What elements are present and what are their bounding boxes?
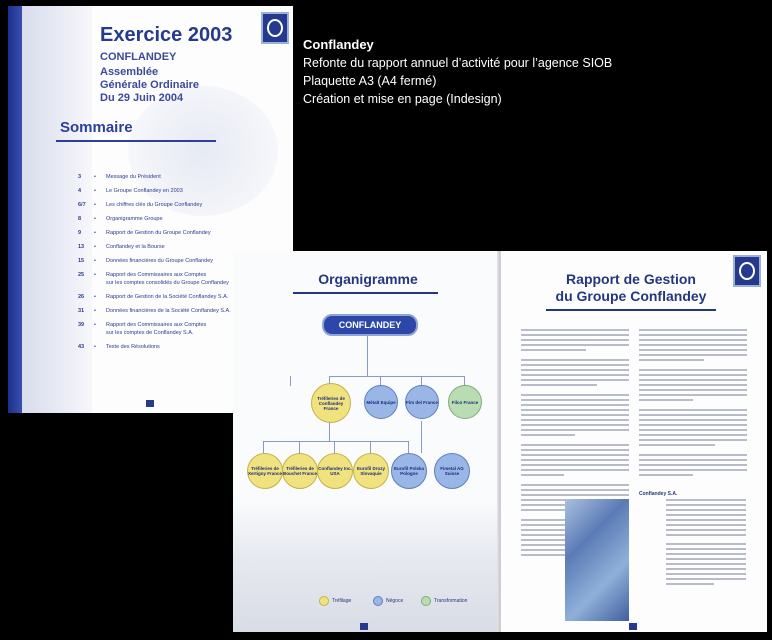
organigramme-page: [233, 251, 499, 632]
toc-row: sur les comptes consolidés du Groupe Conflandey: [106, 280, 229, 286]
toc-row: 26 • Rapport de Gestion de la Société Conflandey S.A.: [78, 294, 229, 300]
cover-spine: [8, 6, 22, 413]
toc-row: 6/7 • Les chiffres clés du Groupe Conflandey: [78, 202, 203, 208]
legend-dot: [319, 596, 329, 606]
sommaire-rule: [56, 140, 216, 142]
caption-title: Conflandey: [303, 37, 374, 52]
conflandey-logo-icon: [733, 255, 761, 287]
connector: [367, 334, 368, 376]
node-trefileries-bouchet: Tréfileries de Bouchet France: [282, 453, 318, 489]
wire-photo: [565, 499, 629, 621]
page-number-marker: [146, 400, 154, 407]
connector: [329, 421, 330, 441]
page-number-marker: [360, 623, 368, 630]
project-caption: [303, 36, 612, 108]
title-rule: [293, 292, 438, 294]
connector: [263, 441, 408, 442]
caption-line3: Création et mise en page (Indesign): [303, 92, 502, 106]
report-spread: [233, 251, 767, 632]
node-eurofil-pologne: Eurofil Polska Pologne: [391, 453, 427, 489]
node-fimetal: Fim del France: [405, 385, 439, 419]
caption-line1: Refonte du rapport annuel d’activité pour l’agence SIOB: [303, 56, 613, 70]
toc-row: 13 • Conflandey et la Bourse: [78, 244, 165, 250]
rapport-page: [501, 251, 767, 632]
conflandey-logo-icon: [261, 12, 289, 44]
toc-row: 31 • Données financières de la Société Conflandey S.A.: [78, 308, 231, 314]
rapport-title-line2: du Groupe Conflandey: [555, 288, 707, 304]
legend-trefilage: Tréfilage: [319, 596, 351, 606]
toc-row: 43 • Texte des Résolutions: [78, 344, 160, 350]
sommaire-title: Sommaire: [60, 119, 133, 136]
node-trefileries-france: Tréfileries de Conflandey France: [311, 383, 351, 423]
connector: [299, 441, 300, 453]
toc-row: 3 • Message du Président: [78, 174, 161, 180]
legend-negoce: Négoce: [373, 596, 403, 606]
cover-line1: Assemblée: [100, 66, 159, 78]
cover-title: Exercice 2003: [100, 24, 233, 46]
toc-row: sur les comptes de Conflandey S.A.: [106, 330, 194, 336]
connector: [370, 441, 371, 453]
cover-date: Du 29 Juin 2004: [100, 92, 184, 104]
toc-row: 15 • Données financières du Groupe Conflandey: [78, 258, 214, 264]
body-column-right: [639, 329, 747, 479]
connector: [290, 376, 291, 386]
connector: [408, 441, 409, 453]
toc-row: 9 • Rapport de Gestion du Groupe Conflandey: [78, 230, 211, 236]
rapport-title-line1: Rapport de Gestion: [566, 271, 696, 287]
node-trefileries-xertigny: Tréfileries de Xertigny France: [247, 453, 283, 489]
factory-background: [233, 501, 497, 632]
title-rule: [546, 309, 716, 311]
org-root-node: CONFLANDEY: [322, 314, 418, 336]
toc-row: 8 • Organigramme Groupe: [78, 216, 163, 222]
legend-dot: [421, 596, 431, 606]
toc-row: 25 • Rapport des Commissaires aux Comptes: [78, 272, 207, 278]
body-column-bottom: [666, 499, 746, 588]
legend-transformation: Transformation: [421, 596, 467, 606]
toc-row: 4 • Le Groupe Conflandey en 2003: [78, 188, 183, 194]
organigramme-title: Organigramme: [318, 271, 418, 287]
node-metaltrad: Métalt Equipe: [364, 385, 398, 419]
node-filco: Filco France: [448, 385, 482, 419]
connector: [421, 421, 422, 453]
node-fimetal-suisse: Fimetal AG Suisse: [434, 453, 470, 489]
toc-row: 39 • Rapport des Commissaires aux Comptes: [78, 322, 207, 328]
page-number-marker: [629, 623, 637, 630]
caption-line2: Plaquette A3 (A4 fermé): [303, 74, 437, 88]
node-eurofil-drozy: Eurofil Drozy Slovaquie: [353, 453, 389, 489]
connector: [263, 441, 264, 453]
connector: [334, 441, 335, 453]
company-paragraph-label: Conflandey S.A.: [639, 491, 678, 497]
cover-line2: Générale Ordinaire: [100, 79, 200, 91]
cover-company: CONFLANDEY: [100, 51, 177, 63]
legend-dot: [373, 596, 383, 606]
connector: [329, 376, 465, 377]
node-conflandey-usa: Conflandey Inc. USA: [317, 453, 353, 489]
